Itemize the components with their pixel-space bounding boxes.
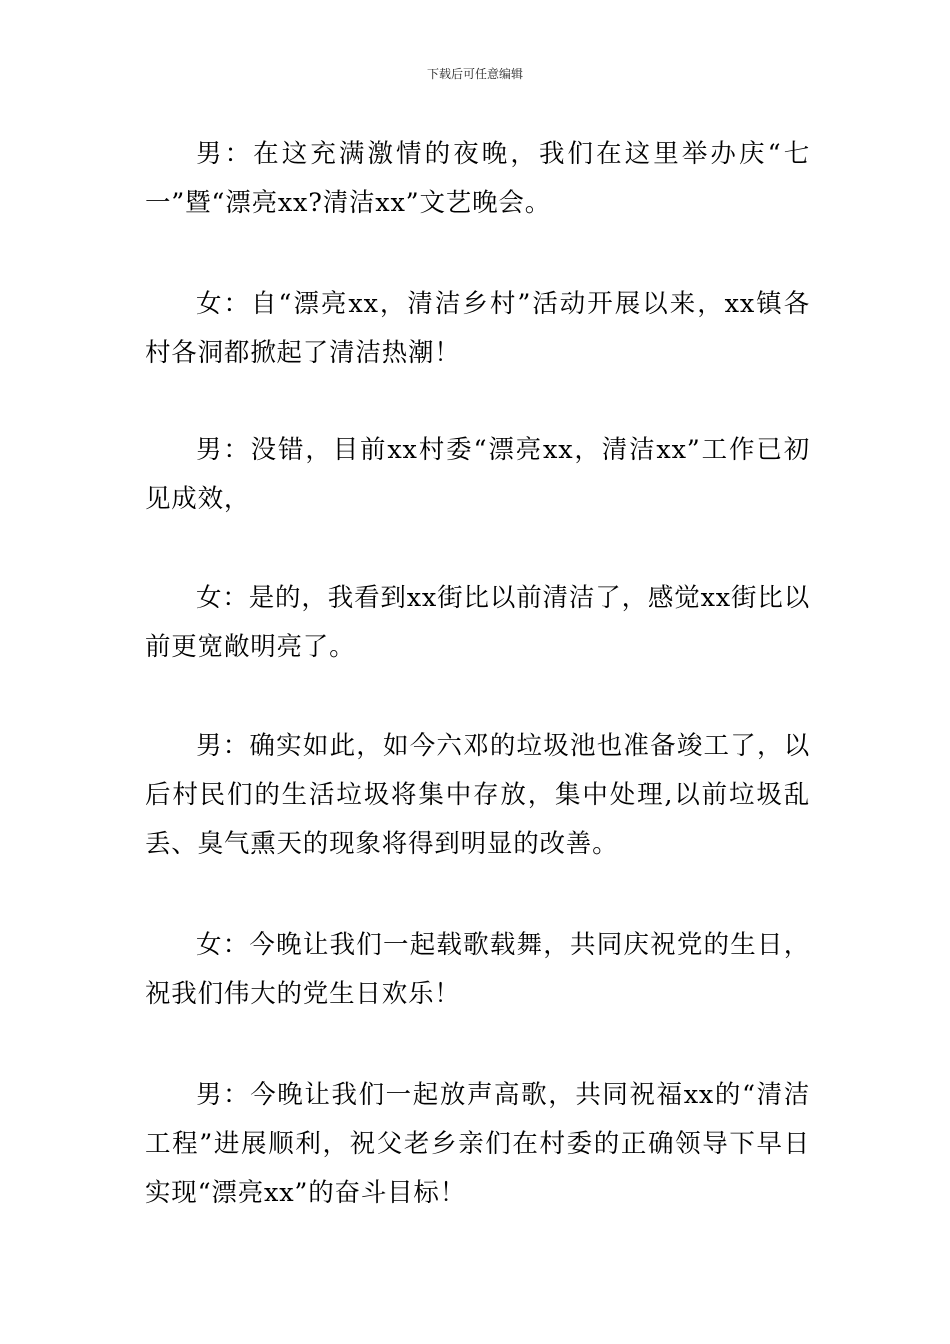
dialogue-paragraph-6: 女：今晚让我们一起载歌载舞，共同庆祝党的生日，祝我们伟大的党生日欢乐！ (145, 930, 810, 1009)
dialogue-paragraph-3: 男：没错，目前xx村委“漂亮xx，清洁xx”工作已初见成效， (145, 435, 810, 514)
dialogue-paragraph-1: 男：在这充满激情的夜晚，我们在这里举办庆“七一”暨“漂亮xx?清洁xx”文艺晚会。 (145, 139, 810, 218)
dialogue-paragraph-2: 女：自“漂亮xx，清洁乡村”活动开展以来，xx镇各村各洞都掀起了清洁热潮！ (145, 289, 810, 368)
document-body (145, 130, 810, 1268)
dialogue-paragraph-5: 男：确实如此，如今六邓的垃圾池也准备竣工了，以后村民们的生活垃圾将集中存放，集中处理,以前垃圾乱丢、臭气熏天的现象将得到明显的改善。 (145, 731, 810, 859)
dialogue-paragraph-4: 女：是的，我看到xx街比以前清洁了，感觉xx街比以前更宽敞明亮了。 (145, 583, 810, 662)
dialogue-paragraph-7: 男：今晚让我们一起放声高歌，共同祝福xx的“清洁工程”进展顺利，祝父老乡亲们在村委的正确领导下早日实现“漂亮xx”的奋斗目标！ (145, 1080, 810, 1208)
page-header: 下载后可任意编辑 (426, 67, 523, 81)
